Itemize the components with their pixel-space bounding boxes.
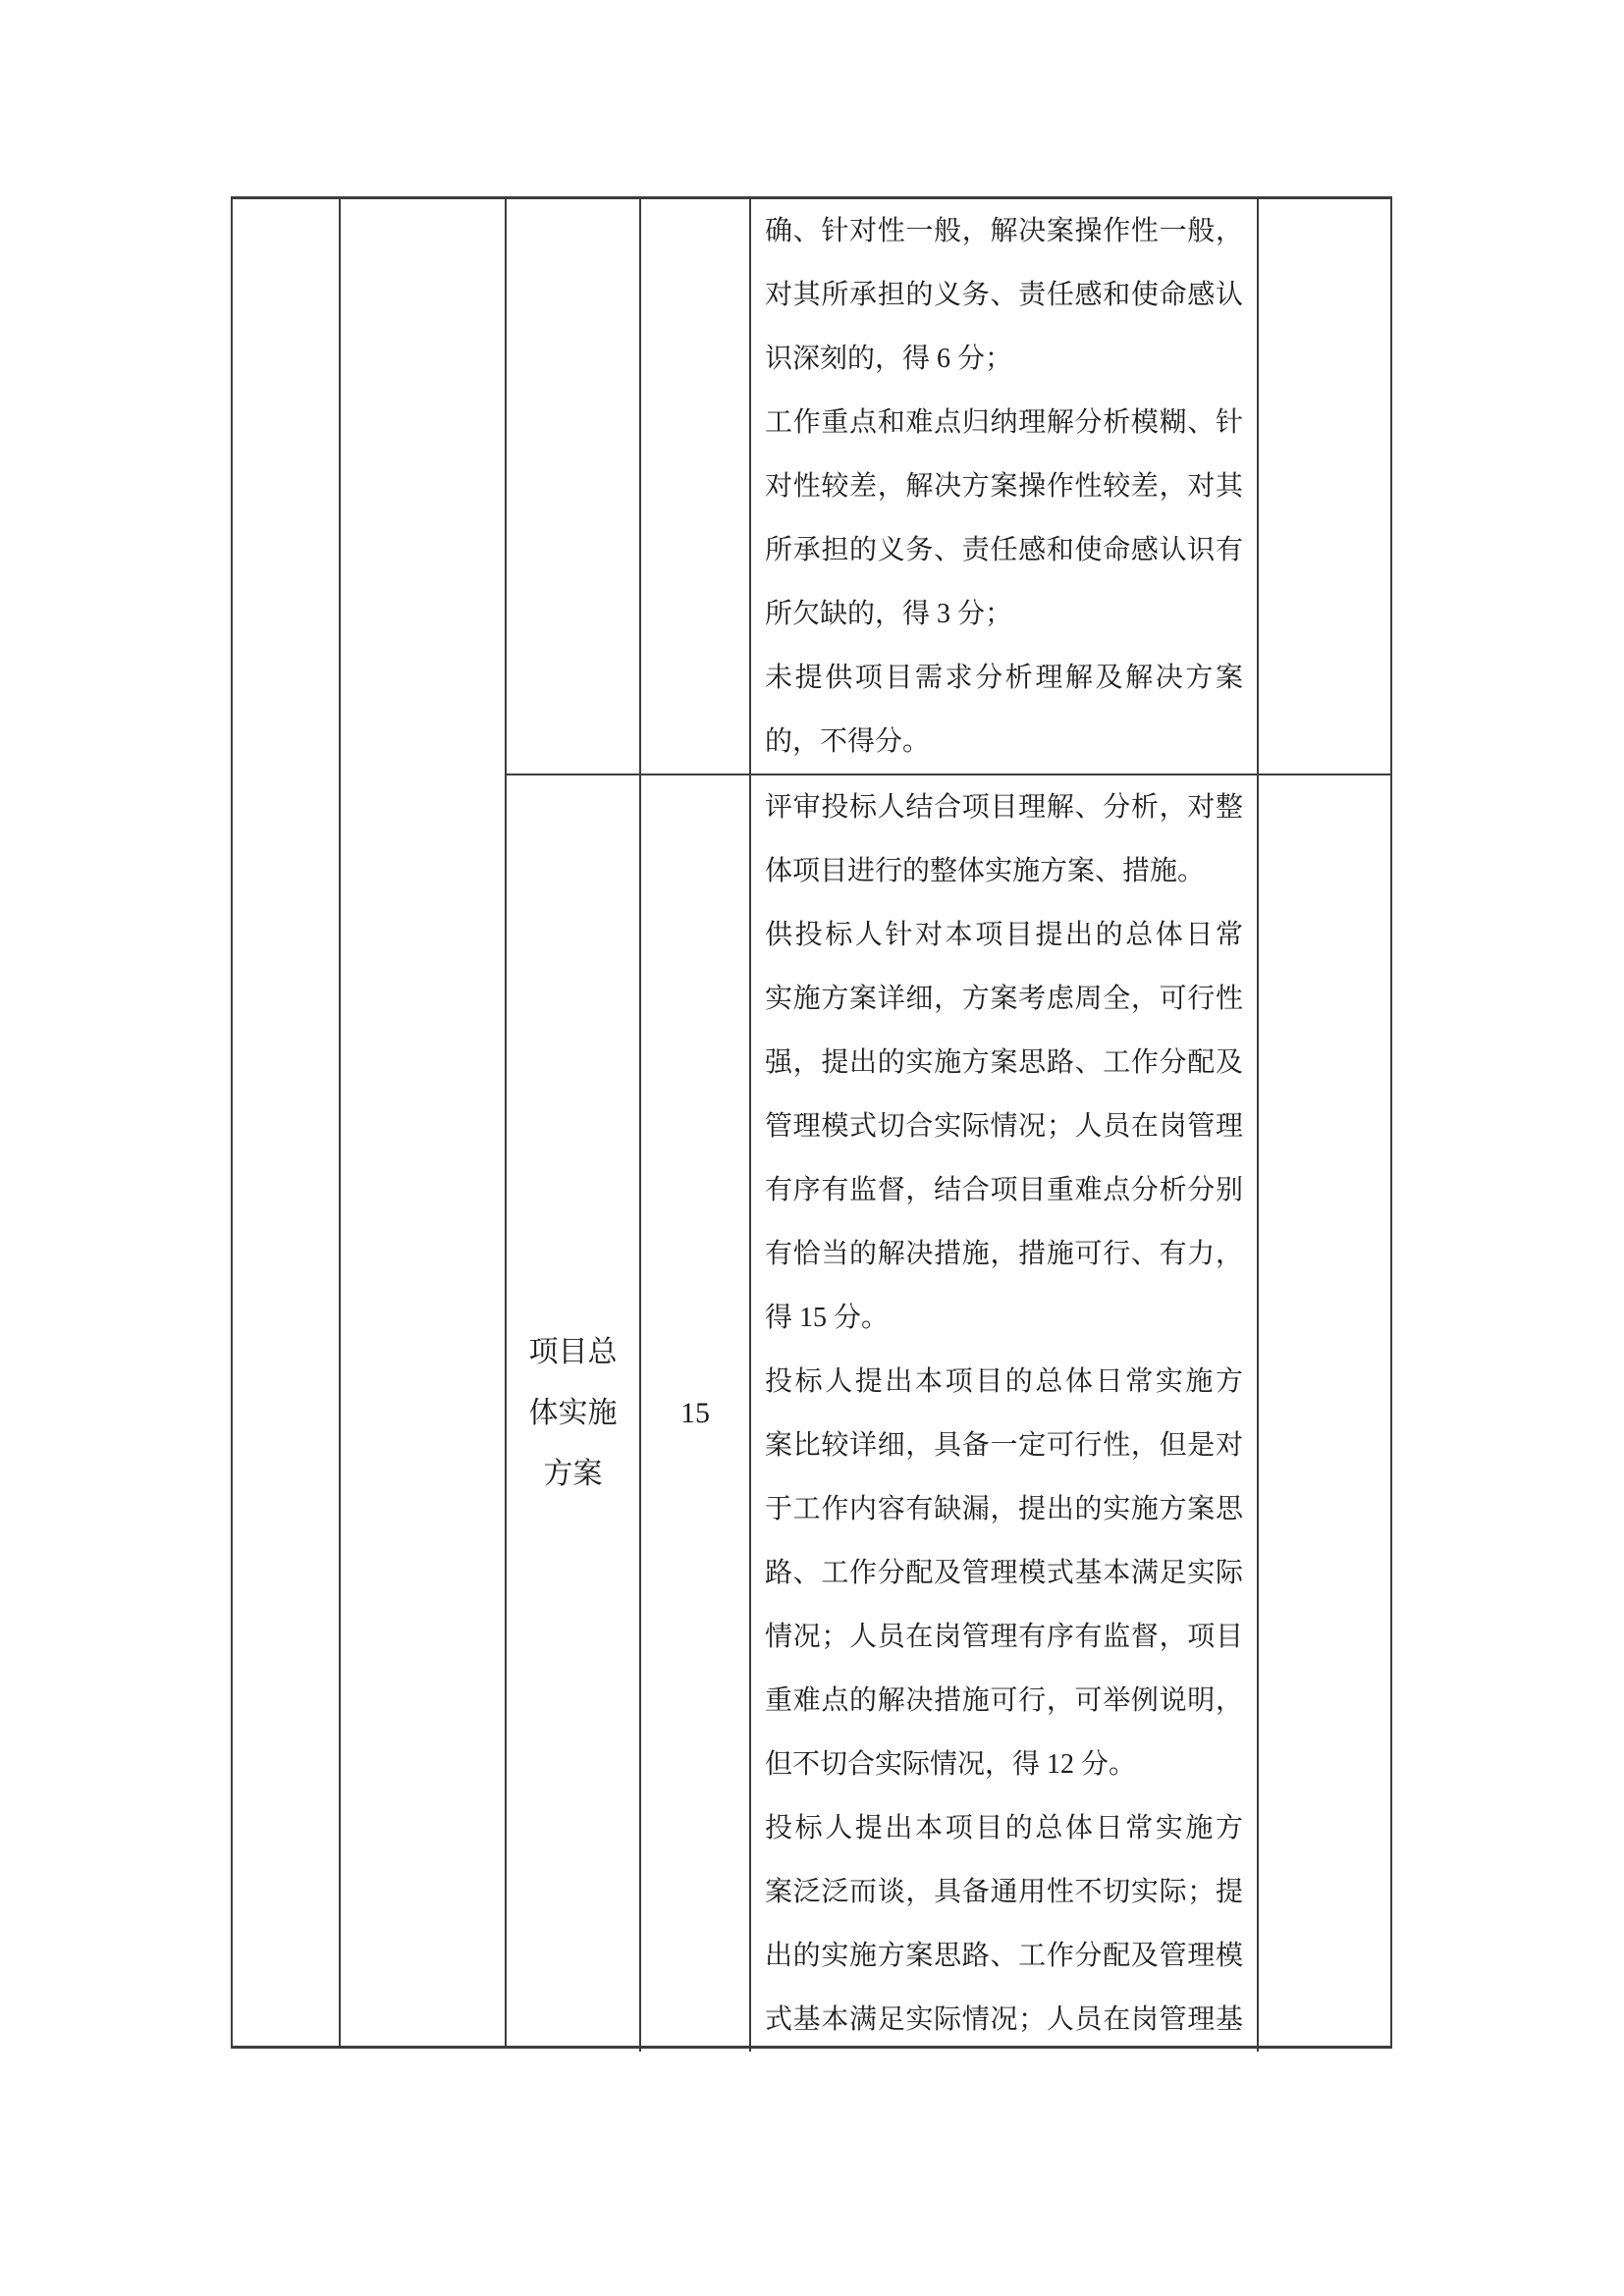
criteria-text-line: 对其所承担的义务、责任感和使命感认 (765, 280, 1243, 310)
criterion-score-cell (639, 775, 749, 2052)
criterion-name-line: 体实施 (528, 1397, 618, 1429)
criterion-note-cell-empty (1257, 775, 1390, 2052)
criterion-description-cell (749, 199, 1257, 774)
criteria-text-line: 投标人提出本项目的总体日常实施方 (765, 1813, 1243, 1843)
criteria-text-line: 得 15 分。 (765, 1303, 890, 1333)
criterion-name-cell (507, 775, 639, 2052)
criteria-text-line: 情况；人员在岗管理有序有监督，项目 (765, 1622, 1243, 1652)
criteria-text-line: 管理模式切合实际情况；人员在岗管理 (765, 1111, 1243, 1142)
criteria-text-line: 对性较差，解决方案操作性较差，对其 (765, 471, 1243, 502)
criterion-name-cell-empty (507, 199, 639, 774)
criteria-text-line: 但不切合实际情况，得 12 分。 (765, 1749, 1137, 1780)
criteria-text-line: 体项目进行的整体实施方案、措施。 (765, 856, 1206, 886)
criterion-note-cell-empty (1257, 199, 1390, 774)
criterion-score-cell-empty (639, 199, 749, 774)
criterion-description-cell (749, 775, 1257, 2052)
criteria-text-line: 案泛泛而谈，具备通用性不切实际；提 (765, 1877, 1243, 1907)
criteria-text-line: 确、针对性一般，解决案操作性一般， (765, 216, 1243, 246)
criterion-name-line: 方案 (543, 1458, 603, 1490)
criterion-name-line: 项目总 (528, 1336, 618, 1368)
criteria-text-line: 重难点的解决措施可行，可举例说明， (765, 1685, 1243, 1716)
criteria-text-line: 式基本满足实际情况；人员在岗管理基 (765, 2004, 1243, 2035)
criteria-text-line: 所承担的义务、责任感和使命感认识有 (765, 535, 1243, 565)
criteria-text-line: 有恰当的解决措施，措施可行、有力， (765, 1239, 1243, 1269)
criteria-text-line: 未提供项目需求分析理解及解决方案 (765, 663, 1243, 693)
criteria-text-line: 强，提出的实施方案思路、工作分配及 (765, 1047, 1243, 1078)
criteria-text-line: 于工作内容有缺漏，提出的实施方案思 (765, 1494, 1243, 1524)
criteria-text-line: 实施方案详细，方案考虑周全，可行性 (765, 984, 1243, 1014)
merged-cell-category-column (339, 199, 505, 2046)
criteria-text-line: 的，不得分。 (765, 726, 931, 757)
table-row-overall-implementation-plan (507, 775, 1390, 2052)
criteria-text-line: 工作重点和难点归纳理解分析模糊、针 (765, 407, 1243, 438)
evaluation-score-table (231, 196, 1392, 2049)
criteria-text-line: 有序有监督，结合项目重难点分析分别 (765, 1175, 1243, 1205)
criteria-text-line: 供投标人针对本项目提出的总体日常 (765, 920, 1243, 950)
criteria-text-line: 评审投标人结合项目理解、分析，对整 (765, 792, 1243, 823)
criterion-score-value: 15 (680, 1397, 710, 1429)
table-row-previous-criterion-continuation (507, 199, 1390, 775)
criteria-text-line: 出的实施方案思路、工作分配及管理模 (765, 1941, 1243, 1971)
criteria-text-line: 投标人提出本项目的总体日常实施方 (765, 1366, 1243, 1397)
criteria-text-line: 所欠缺的，得 3 分； (765, 599, 1013, 629)
criteria-text-line: 识深刻的，得 6 分； (765, 344, 1013, 374)
merged-cell-sequence-column (233, 199, 339, 2046)
criteria-text-line: 案比较详细，具备一定可行性，但是对 (765, 1430, 1243, 1461)
criteria-rows-block (505, 199, 1390, 2046)
criteria-text-line: 路、工作分配及管理模式基本满足实际 (765, 1558, 1243, 1588)
